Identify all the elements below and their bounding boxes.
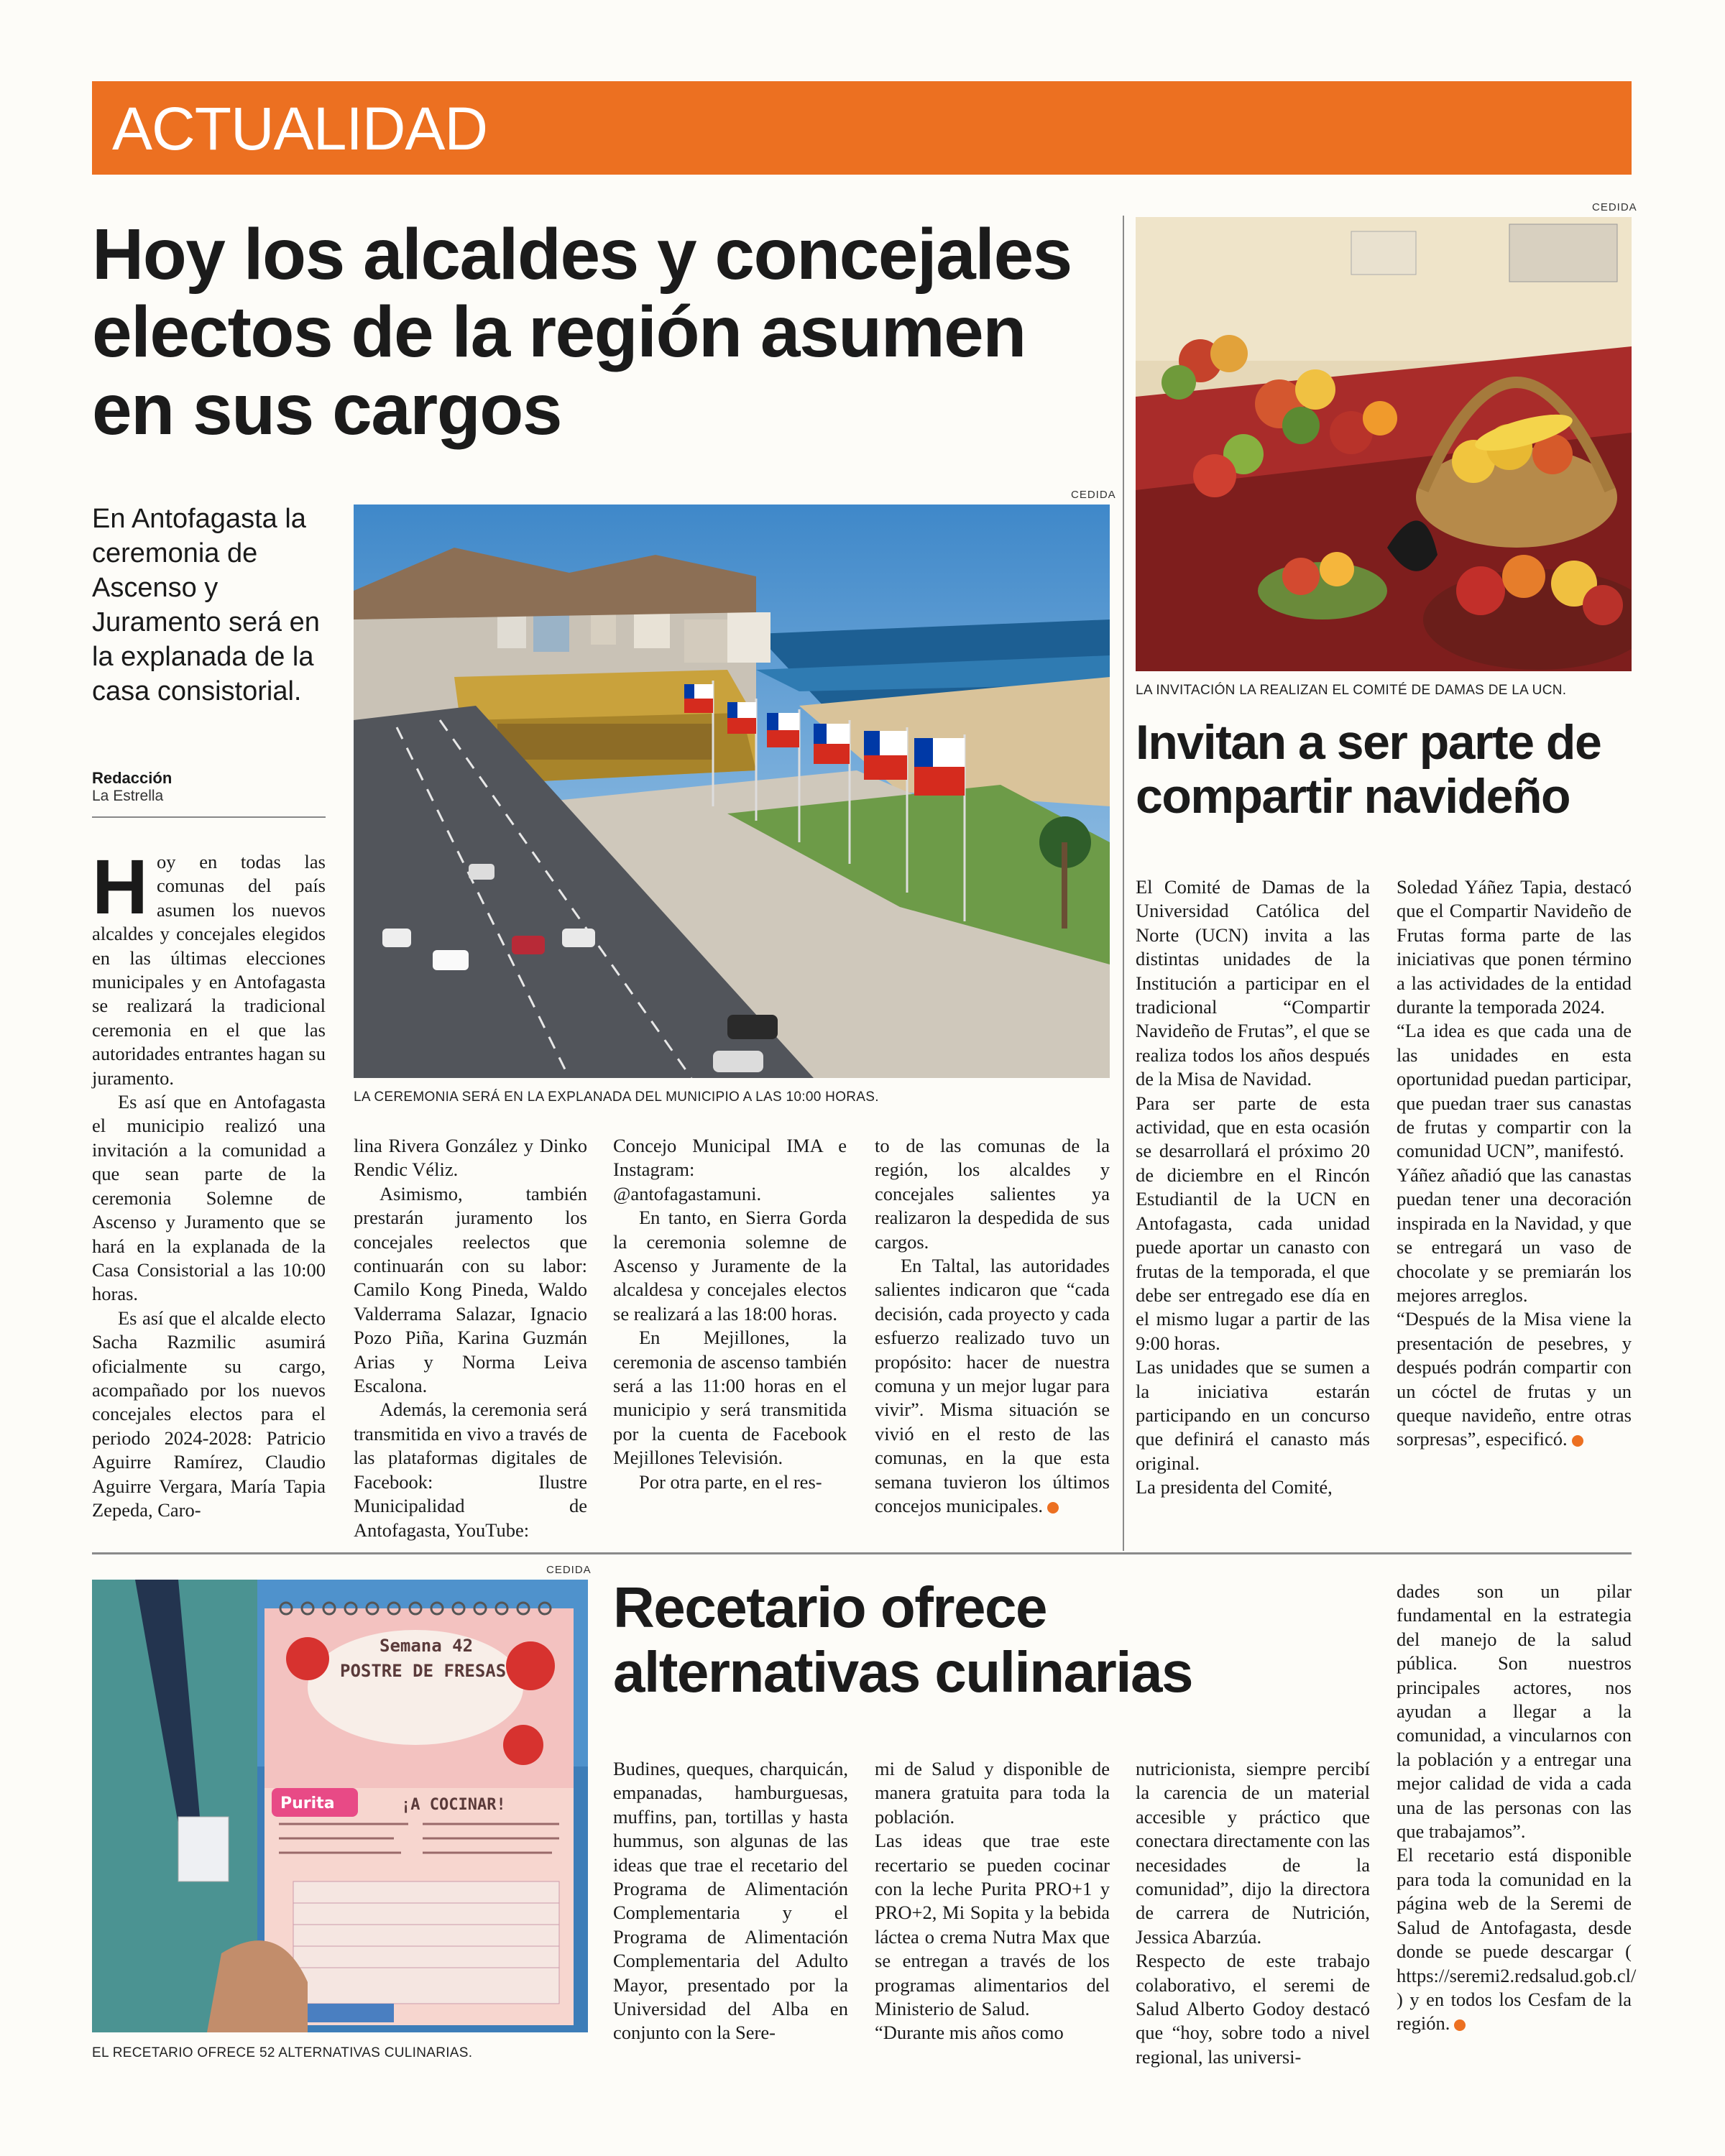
section-divider [92, 1552, 1632, 1554]
side-column-1 [1136, 875, 1370, 1500]
main-column-3 [613, 1134, 847, 1494]
booklet-brand-label: Purita [280, 1795, 335, 1812]
bottom-col3-p2: Respecto de este trabajo colaborativo, el seremi de Salud Alberto Godoy destacó que “hoy, sobre todo a nivel regional, las universi- [1136, 1950, 1370, 2068]
end-mark-icon [1454, 2019, 1466, 2031]
main-column-2 [354, 1134, 587, 1542]
booklet-week-label: Semana 42 [380, 1636, 474, 1656]
booklet-cta-label: ¡A COCINAR! [401, 1796, 506, 1814]
bottom-column-1 [613, 1757, 848, 2045]
bottom-col3-p1: nutricionista, siempre percibí la carencia de un material accesible y práctico que conectara directamente con las necesidades de la comunidad”, dijo la directora de carrera de Nutrición, Jessica Abarzúa. [1136, 1758, 1370, 1948]
side-photo-caption: LA INVITACIÓN LA REALIZAN EL COMITÉ DE DAMAS DE LA UCN. [1136, 683, 1567, 698]
bottom-col2-p2: Las ideas que trae este recertario se pueden cocinar con la leche Purita PRO+1 y PRO+2, Mi Sopita y la bebida láctea o crema Nutra Max que se entregan a través de los programas alimentarios del Ministerio de Salud. [875, 1830, 1110, 2020]
bottom-photo-credit: CEDIDA [546, 1564, 592, 1576]
side-col2-p3: Yáñez añadió que las canastas puedan tener una decoración inspirada en la Navidad, y que se entregará un vaso de chocolate y se premiarán los mejores arreglos. [1397, 1164, 1632, 1306]
end-mark-icon [1047, 1502, 1059, 1514]
bottom-photo-recipe-book [92, 1580, 588, 2032]
drop-cap: H [92, 843, 148, 930]
main-col4-p2: En Taltal, las autoridades salientes indicaron que “cada decisión, cada proyecto y cada esfuerzo realizado tuvo un propósito: hacer de nuestra comuna y un mejor lugar para vivir”. Misma situación se vivió en el resto de las comunas, en la que esta semana tuvieron los últimos concejos municipales. [875, 1255, 1110, 1517]
main-column-1 [92, 843, 326, 1522]
byline-outlet: La Estrella [92, 788, 164, 804]
side-photo-credit: CEDIDA [1592, 201, 1637, 213]
side-col2-p4: “Después de la Misa viene la presentación de pesebres, y después podrán compartir con un cóctel de frutas y un queque navideño, entre otras sorpresas”, especificó. [1397, 1308, 1632, 1450]
main-col4-p1: to de las comunas de la región, los alcaldes y concejales salientes ya realizaron la despedida de sus cargos. [875, 1135, 1110, 1253]
main-col2-p1: lina Rivera González y Dinko Rendic Véliz. [354, 1135, 587, 1181]
side-col1-p2: Para ser parte de esta actividad, que en esta ocasión se desarrollará el próximo 20 de diciembre en el Rincón Estudiantil de la UCN en Antofagasta, cada unidad puede aportar un canasto con frutas de la temporada, el que debe ser entregado ese día en el mismo lugar a partir de las 9:00 horas. [1136, 1092, 1370, 1354]
main-col1-p3: Es así que el alcalde electo Sacha Razmilic asumirá oficialmente su cargo, acompañado por los nuevos concejales electos para el periodo 2024-2028: Patricio Aguirre Ramírez, Claudio Aguirre Vergara, María Tapia Zepeda, Caro- [92, 1307, 326, 1521]
main-photo-caption: LA CEREMONIA SERÁ EN LA EXPLANADA DEL MUNICIPIO A LAS 10:00 HORAS. [354, 1089, 879, 1105]
main-column-4 [875, 1134, 1110, 1519]
bottom-col2-p3: “Durante mis años como [875, 2022, 1064, 2044]
bottom-column-3 [1136, 1757, 1370, 2069]
side-col1-p4: La presidenta del Comité, [1136, 1476, 1333, 1498]
bottom-column-2 [875, 1757, 1110, 2045]
main-col1-p1: oy en todas las comunas del país asumen los nuevos alcaldes y concejales elegidos en las últimas elecciones municipales y en Antofagasta se realizará la tradicional ceremonia en el que las autoridades entrantes hagan su juramento. [92, 851, 326, 1089]
section-header [92, 81, 1632, 175]
main-col3-p4: Por otra parte, en el res- [639, 1470, 822, 1493]
main-col3-p2: En tanto, en Sierra Gorda la ceremonia solemne de Ascenso y Juramente de la alcaldesa y concejales electos se realizará a las 18:00 horas. [613, 1207, 847, 1325]
bottom-col1: Budines, queques, charquicán, empanadas, hamburguesas, muffins, pan, tortillas y hasta hummus, son algunas de las ideas que trae el recetario del Programa de Alimentación Complementaria y el Programa de Alimentación Complementaria del Adulto Mayor, presentado por la Universidad del Alba en conjunto con la Sere- [613, 1758, 848, 2044]
main-lead: En Antofagasta la ceremonia de Ascenso y Juramento será en la explanada de la casa consistorial. [92, 504, 320, 706]
side-col2-p1: Soledad Yáñez Tapia, destacó que el Compartir Navideño de Frutas forma parte de las iniciativas que ponen término a las actividades de la entidad durante la temporada 2024. [1397, 876, 1632, 1018]
bottom-headline: Recetario ofrece alternativas culinarias [613, 1575, 1192, 1704]
column-divider [1123, 216, 1124, 1551]
main-photo-municipal-plaza [354, 505, 1110, 1078]
main-photo-credit: CEDIDA [1071, 489, 1116, 501]
main-col2-p3: Además, la ceremonia será transmitida en vivo a través de las plataformas digitales de Facebook: Ilustre Municipalidad de Antofagasta, YouTube: [354, 1399, 587, 1541]
side-photo-fruit-baskets [1136, 217, 1632, 671]
side-col1-p1: El Comité de Damas de la Universidad Católica del Norte (UCN) invita a las distintas unidades de la Institución a participar en el tradicional “Compartir Navideño de Frutas”, el que se realiza todos los años después de la Misa de Navidad. [1136, 876, 1370, 1090]
end-mark-icon [1572, 1435, 1583, 1447]
side-headline: Invitan a ser parte de compartir navideño [1136, 715, 1601, 824]
main-col1-p2: Es así que en Antofagasta el municipio realizó una invitación a la comunidad a que sean parte de la ceremonia Solemne de Ascenso y Juramento que se hará en la explanada de la Casa Consistorial a las 10:00 horas. [92, 1091, 326, 1305]
main-col3-p3: En Mejillones, la ceremonia de ascenso también será a las 11:00 horas en el municipio y será transmitida por la cuenta de Facebook Mejillones Televisión. [613, 1327, 847, 1469]
side-column-2 [1397, 875, 1632, 1452]
section-title: ACTUALIDAD [112, 95, 488, 162]
bottom-col4-p1: dades son un pilar fundamental en la estrategia del manejo de la salud pública. Son nuestros principales actores, nos ayudan a llegar a la comunidad, a vincularnos con la población y a entregar una mejor calidad de vida a cada una de las personas con las que trabajamos”. [1397, 1580, 1632, 1843]
bottom-photo-caption: EL RECETARIO OFRECE 52 ALTERNATIVAS CULINARIAS. [92, 2045, 473, 2060]
main-headline: Hoy los alcaldes y concejales electos de la región asumen en sus cargos [92, 214, 1072, 450]
booklet-title-label: POSTRE DE FRESAS [340, 1661, 507, 1681]
byline-author: Redacción [92, 769, 172, 787]
main-col2-p2: Asimismo, también prestarán juramento los concejales reelectos que continuarán con su labor: Camilo Kong Pineda, Waldo Valderrama Salazar, Ignacio Pozo Piña, Karina Guzmán Arias y Norma Leiva Escalona. [354, 1182, 587, 1397]
byline [92, 769, 326, 805]
bottom-col4-p2: El recetario está disponible para toda la comunidad en la página web de la Seremi de Salud de Antofagasta, desde donde se puede descargar ( https://seremi2.redsalud.gob.cl/ ) y en todos los Cesfam de la región. [1397, 1844, 1637, 2035]
bottom-column-4 [1397, 1580, 1637, 2036]
main-col3-p1: Concejo Municipal IMA e Instagram: @antofagastamuni. [613, 1135, 847, 1204]
bottom-col2-p1: mi de Salud y disponible de manera gratuita para toda la población. [875, 1758, 1110, 1828]
side-col1-p3: Las unidades que se sumen a la iniciativa estarán participando en un concurso que definirá el canasto más original. [1136, 1356, 1370, 1474]
side-col2-p2: “La idea es que cada una de las unidades en esta oportunidad puedan participar, que puedan traer sus canastas de frutas y compartir con la comunidad UCN”, manifestó. [1397, 1020, 1632, 1162]
byline-rule [92, 816, 326, 818]
